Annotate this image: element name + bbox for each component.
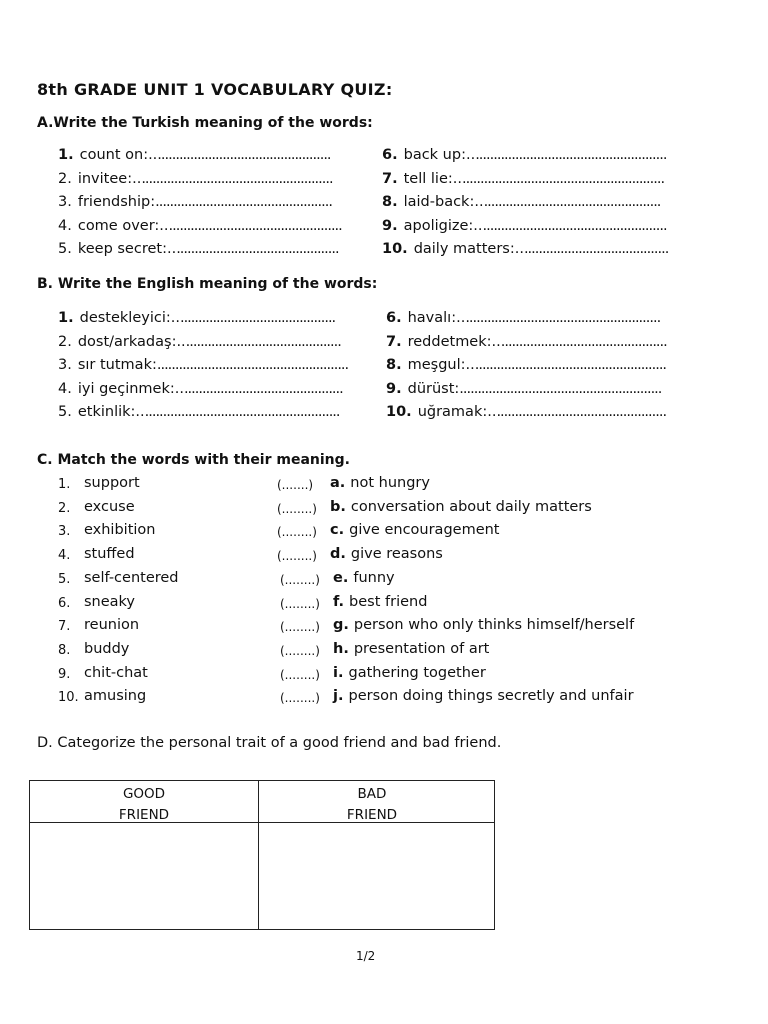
item-term: tell lie:.. — [403, 170, 462, 187]
answer-blank[interactable]: ..................................................... — [474, 357, 667, 373]
item-term: havalı:.. — [407, 310, 466, 326]
item-term: invitee:.. — [77, 170, 142, 187]
item-number: 3. — [58, 357, 72, 373]
match-word: reunion — [84, 617, 140, 634]
bad-friend-header — [258, 784, 486, 826]
match-meaning-text: person doing things secretly and unfair — [348, 688, 634, 705]
match-word: excuse — [84, 498, 135, 515]
item-number: 10. — [382, 241, 408, 257]
sectionB-right-item — [386, 310, 660, 326]
friend-trait-table — [29, 780, 495, 930]
match-number: 6. — [58, 595, 71, 611]
sectionA-left-item — [58, 218, 342, 234]
match-meaning — [333, 617, 634, 633]
item-term: come over:.. — [77, 217, 169, 234]
answer-blank[interactable]: ................................................. — [483, 194, 661, 210]
match-number: 8. — [58, 642, 71, 658]
sectionB-right-item — [386, 381, 661, 397]
answer-blank[interactable]: ........................................................ — [459, 380, 662, 397]
sectionB-right-item — [386, 334, 667, 350]
item-number: 4. — [58, 217, 72, 234]
match-number: 9. — [58, 666, 71, 682]
match-meaning — [333, 594, 427, 610]
sectionB-left-item — [58, 357, 348, 373]
match-answer-blank[interactable]: (........) — [277, 501, 317, 516]
answer-blank[interactable]: ................................................. — [155, 194, 332, 210]
sectionA-left-item — [58, 194, 332, 210]
item-term: dost/arkadaş:.. — [77, 333, 186, 350]
bad-friend-header-line2: FRIEND — [346, 807, 398, 823]
item-term: reddetmek:.. — [407, 333, 501, 350]
item-term: iyi geçinmek:.. — [77, 380, 184, 397]
match-meaning-text: best friend — [349, 593, 428, 610]
match-meaning — [330, 546, 443, 562]
match-answer-blank[interactable]: (........) — [277, 525, 317, 540]
sectionA-left-item — [58, 147, 331, 163]
match-answer-blank[interactable]: (........) — [280, 620, 320, 635]
answer-blank[interactable]: ...................................................... — [144, 404, 340, 420]
sectionA-left-item — [58, 241, 339, 257]
item-number: 9. — [382, 217, 398, 234]
item-number: 1. — [58, 310, 74, 326]
answer-blank[interactable]: ...................................................... — [465, 310, 661, 326]
section-a-heading: A.Write the Turkish meaning of the words: — [37, 115, 373, 131]
item-number: 7. — [386, 333, 402, 350]
item-term: uğramak:.. — [417, 404, 497, 420]
match-word: amusing — [84, 688, 147, 705]
item-number: 7. — [382, 170, 398, 187]
item-term: sır tutmak: — [77, 357, 157, 373]
sectionB-left-item — [58, 310, 335, 326]
item-term: friendship: — [77, 194, 156, 210]
sectionB-right-item — [386, 404, 666, 420]
item-number: 2. — [58, 170, 72, 187]
answer-blank[interactable]: ................................................ — [168, 217, 342, 234]
match-number: 3. — [58, 524, 71, 540]
answer-blank[interactable]: ..................................................... — [156, 357, 349, 373]
answer-blank[interactable]: ........................................... — [185, 333, 341, 350]
match-answer-blank[interactable]: (........) — [280, 667, 320, 682]
match-number: 2. — [58, 500, 71, 516]
section-c-heading: C. Match the words with their meaning. — [37, 452, 350, 468]
item-number: 6. — [382, 147, 398, 163]
page-number: 1/2 — [356, 949, 376, 963]
quiz-title: 8th GRADE UNIT 1 VOCABULARY QUIZ: — [37, 80, 393, 99]
item-term: laid-back:.. — [403, 194, 484, 210]
match-letter: h. — [333, 640, 349, 657]
answer-blank[interactable]: ................................................ — [157, 147, 331, 163]
item-term: etkinlik:.. — [77, 404, 145, 420]
match-number: 1. — [58, 477, 71, 492]
item-term: keep secret:.. — [77, 241, 177, 257]
answer-blank[interactable]: ........................................... — [179, 310, 336, 326]
sectionB-left-item — [58, 404, 340, 420]
match-answer-blank[interactable]: (........) — [277, 549, 317, 564]
match-letter: b. — [330, 498, 346, 515]
match-meaning-text: gathering together — [348, 664, 486, 681]
match-meaning — [330, 499, 592, 515]
good-friend-header-line1: GOOD — [122, 786, 166, 802]
match-meaning-text: person who only thinks himself/herself — [353, 617, 635, 634]
match-meaning — [333, 688, 634, 704]
item-term: count on:.. — [79, 147, 158, 163]
sectionB-left-item — [58, 334, 341, 350]
match-answer-blank[interactable]: (........) — [280, 596, 320, 611]
match-meaning — [333, 570, 395, 586]
answer-blank[interactable]: ............................................ — [183, 380, 343, 397]
match-word: self-centered — [84, 569, 179, 586]
answer-blank[interactable]: .............................................. — [500, 333, 667, 350]
match-meaning — [330, 522, 500, 538]
match-word: exhibition — [84, 522, 156, 539]
item-number: 9. — [386, 380, 402, 397]
item-term: back up:.. — [403, 147, 476, 163]
answer-blank[interactable]: ..................................................... — [141, 170, 333, 187]
match-word: stuffed — [84, 546, 135, 563]
item-number: 10. — [386, 404, 412, 420]
match-number: 5. — [58, 571, 71, 587]
match-meaning — [330, 475, 430, 491]
match-meaning — [333, 665, 486, 681]
match-meaning — [333, 641, 489, 657]
match-letter: d. — [330, 546, 346, 563]
sectionB-right-item — [386, 357, 666, 373]
item-number: 8. — [382, 194, 398, 210]
match-letter: c. — [330, 522, 345, 539]
match-number: 7. — [58, 619, 71, 635]
match-letter: j. — [333, 688, 344, 705]
match-letter: e. — [333, 569, 349, 586]
match-letter: a. — [330, 475, 346, 491]
item-number: 1. — [58, 147, 74, 163]
answer-blank[interactable]: ........................................ — [523, 241, 669, 257]
item-term: daily matters:.. — [413, 241, 524, 257]
match-word: support — [84, 475, 140, 491]
match-answer-blank[interactable]: (........) — [280, 691, 320, 706]
answer-blank[interactable]: ............................................. — [176, 241, 339, 257]
item-term: dürüst: — [407, 380, 460, 397]
good-friend-answer-cell[interactable] — [30, 823, 258, 929]
item-number: 5. — [58, 404, 72, 420]
match-meaning-text: presentation of art — [353, 640, 490, 657]
sectionA-right-item — [382, 241, 668, 257]
match-answer-blank[interactable]: (........) — [280, 572, 320, 587]
item-term: destekleyici:.. — [79, 310, 180, 326]
match-meaning-text: conversation about daily matters — [350, 498, 592, 515]
answer-blank[interactable]: ............................................... — [496, 404, 667, 420]
match-meaning-text: funny — [353, 569, 395, 586]
item-number: 4. — [58, 380, 72, 397]
bad-friend-header-line1: BAD — [357, 786, 387, 802]
match-answer-blank[interactable]: (........) — [280, 643, 320, 658]
item-number: 8. — [386, 357, 402, 373]
section-d-heading: D. Categorize the personal trait of a good friend and bad friend. — [37, 735, 502, 751]
good-friend-header-line2: FRIEND — [118, 807, 170, 823]
match-answer-blank[interactable]: (.......) — [277, 478, 314, 492]
match-meaning-text: give encouragement — [349, 522, 500, 539]
section-b-heading: B. Write the English meaning of the words: — [37, 276, 378, 292]
sectionA-right-item — [382, 218, 667, 234]
match-meaning-text: give reasons — [350, 546, 443, 563]
match-word: sneaky — [84, 593, 136, 610]
match-letter: f. — [333, 593, 345, 610]
answer-blank[interactable]: ........................................................ — [461, 170, 665, 187]
sectionB-left-item — [58, 381, 343, 397]
match-number: 4. — [58, 548, 71, 564]
good-friend-header — [30, 784, 258, 826]
item-term: apoligize:.. — [403, 217, 483, 234]
item-number: 6. — [386, 310, 402, 326]
item-term: meşgul:.. — [407, 357, 475, 373]
match-number: 10. — [58, 690, 79, 706]
match-letter: i. — [333, 664, 344, 681]
sectionA-right-item — [382, 194, 660, 210]
match-letter: g. — [333, 617, 349, 634]
sectionA-right-item — [382, 147, 666, 163]
match-word: buddy — [84, 640, 130, 657]
bad-friend-answer-cell[interactable] — [259, 823, 494, 929]
item-number: 3. — [58, 194, 72, 210]
sectionA-right-item — [382, 171, 664, 187]
item-number: 5. — [58, 241, 72, 257]
sectionA-left-item — [58, 171, 333, 187]
answer-blank[interactable]: ..................................................... — [475, 147, 667, 163]
answer-blank[interactable]: ................................................... — [482, 217, 667, 234]
item-number: 2. — [58, 333, 72, 350]
match-word: chit-chat — [84, 664, 148, 681]
match-meaning-text: not hungry — [350, 475, 430, 491]
